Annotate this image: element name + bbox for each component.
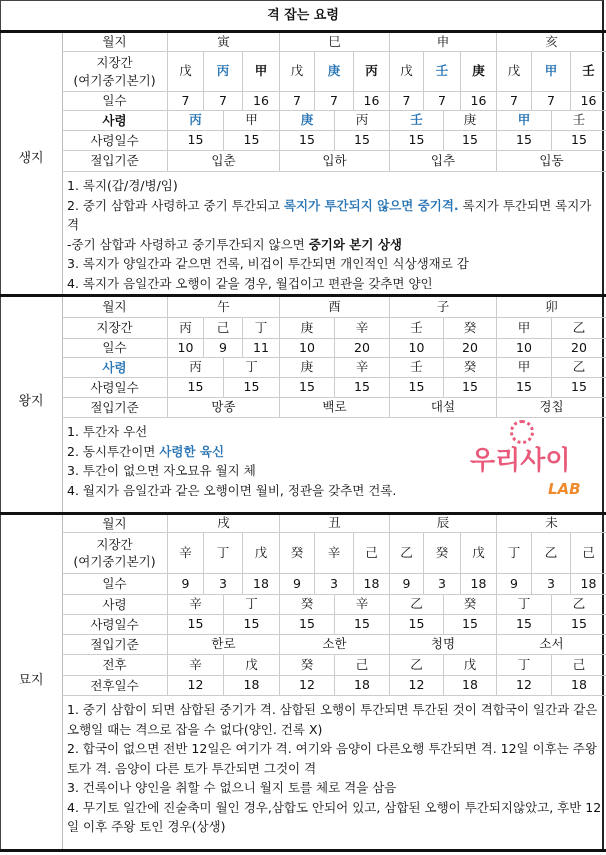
table-cell: 丙 bbox=[203, 52, 242, 91]
table-cell: 망종 bbox=[167, 398, 279, 417]
table-cell: 7 bbox=[167, 92, 203, 110]
table-cell: 15 bbox=[334, 615, 389, 634]
table-cell: 7 bbox=[314, 92, 353, 110]
table-cell: 15 bbox=[279, 131, 334, 150]
table-cell: 丁 bbox=[496, 595, 551, 614]
note-text: 2. 합국이 없으면 전반 12일은 여기가 격. 여기와 음양이 다른오행 투간되면 격. 12일 이후는 주왕 토가 격. 음양이 다른 토가 투간되면 그것이 격 bbox=[67, 741, 597, 776]
table-cell: 18 bbox=[570, 574, 606, 594]
table-cell: 20 bbox=[443, 339, 496, 357]
table-row bbox=[62, 595, 606, 615]
table-cell: 18 bbox=[334, 676, 389, 695]
row-header: 사령 bbox=[102, 359, 127, 375]
table-cell: 7 bbox=[389, 92, 423, 110]
table-row bbox=[62, 378, 606, 398]
table-cell: 입추 bbox=[389, 151, 496, 171]
notes-block bbox=[62, 418, 606, 515]
table-cell: 甲 bbox=[496, 318, 551, 338]
table-cell: 15 bbox=[389, 131, 443, 150]
section-label: 왕지 bbox=[18, 394, 44, 409]
table-cell: 己 bbox=[353, 533, 389, 573]
table-row bbox=[62, 358, 606, 378]
table-cell: 15 bbox=[551, 378, 606, 397]
table-cell: 15 bbox=[496, 131, 551, 150]
table-cell: 丁 bbox=[496, 655, 551, 675]
table-cell: 戊 bbox=[223, 655, 279, 675]
table-cell: 3 bbox=[203, 574, 242, 594]
note-text: 3. 록지가 양일간과 같으면 건록, 비겁이 투간되면 개인적인 식상생재로 감 bbox=[67, 256, 469, 271]
table-cell: 戊 bbox=[496, 52, 531, 91]
table-cell: 癸 bbox=[443, 318, 496, 338]
note-line bbox=[67, 254, 606, 274]
row-header: 사령 bbox=[102, 112, 127, 128]
table-cell: 9 bbox=[167, 574, 203, 594]
table-cell: 10 bbox=[389, 339, 443, 357]
table-cell: 巳 bbox=[279, 33, 389, 51]
note-line bbox=[67, 778, 606, 798]
table-cell: 15 bbox=[389, 378, 443, 397]
table-cell: 12 bbox=[279, 676, 334, 695]
table-row bbox=[62, 33, 606, 52]
table-cell: 한로 bbox=[167, 635, 279, 654]
table-cell: 辛 bbox=[334, 595, 389, 614]
row-header: 일수 bbox=[102, 93, 127, 109]
table-cell: 15 bbox=[389, 615, 443, 634]
table-cell: 15 bbox=[223, 131, 279, 150]
table-row bbox=[62, 533, 606, 574]
note-text: 사령한 육신 bbox=[159, 443, 225, 459]
note-line bbox=[67, 700, 606, 739]
table-cell: 丙 bbox=[167, 358, 223, 377]
row-header: 지장간 (여기중기본기) bbox=[73, 55, 156, 88]
table-cell: 甲 bbox=[496, 358, 551, 377]
table-cell: 甲 bbox=[531, 52, 570, 91]
table-cell: 15 bbox=[551, 615, 606, 634]
table-cell: 15 bbox=[443, 615, 496, 634]
table-cell: 庚 bbox=[279, 358, 334, 377]
table-row bbox=[62, 92, 606, 111]
table-cell: 甲 bbox=[223, 111, 279, 130]
section-1 bbox=[0, 297, 606, 515]
table-cell: 16 bbox=[353, 92, 389, 110]
table-cell: 己 bbox=[203, 318, 242, 338]
table-row bbox=[62, 131, 606, 151]
table-cell: 辰 bbox=[389, 515, 496, 532]
table-cell: 寅 bbox=[167, 33, 279, 51]
table-cell: 戊 bbox=[167, 52, 203, 91]
table-cell: 戌 bbox=[167, 515, 279, 532]
row-header: 사령일수 bbox=[90, 616, 139, 632]
table-cell: 壬 bbox=[389, 111, 443, 130]
table-cell: 3 bbox=[314, 574, 353, 594]
row-header: 절입기준 bbox=[90, 399, 139, 415]
note-text: 3. 투간이 없으면 자오묘유 월지 체 bbox=[67, 463, 256, 478]
note-line bbox=[67, 196, 606, 235]
row-header: 절입기준 bbox=[90, 636, 139, 652]
table-cell: 7 bbox=[496, 92, 531, 110]
table-cell: 9 bbox=[279, 574, 314, 594]
table-cell: 15 bbox=[223, 378, 279, 397]
note-text: 록지가 투간되지 않으면 중기격. bbox=[283, 197, 459, 213]
note-text: 2. 동시투간이면 bbox=[67, 443, 160, 459]
table-cell: 癸 bbox=[443, 595, 496, 614]
table-cell: 16 bbox=[570, 92, 606, 110]
note-text: 4. 무기토 일간에 진술축미 월인 경우,삼합도 안되어 있고, 삼합된 오행이 투간되지않았고, 후반 12일 이후 주왕 토인 경우(상생) bbox=[67, 799, 602, 834]
table-cell: 18 bbox=[353, 574, 389, 594]
table-cell: 壬 bbox=[570, 52, 606, 91]
table-cell: 甲 bbox=[242, 52, 279, 91]
table-cell: 16 bbox=[460, 92, 496, 110]
table-cell: 15 bbox=[496, 378, 551, 397]
table-cell: 7 bbox=[279, 92, 314, 110]
table-cell: 乙 bbox=[551, 595, 606, 614]
table-cell: 15 bbox=[334, 378, 389, 397]
note-line bbox=[67, 274, 606, 294]
table-row bbox=[62, 615, 606, 635]
table-cell: 15 bbox=[443, 378, 496, 397]
table-cell: 15 bbox=[443, 131, 496, 150]
table-cell: 소서 bbox=[496, 635, 606, 654]
table-cell: 壬 bbox=[389, 318, 443, 338]
table-cell: 乙 bbox=[389, 655, 443, 675]
row-header: 지장간 bbox=[96, 320, 133, 336]
table-row bbox=[62, 655, 606, 676]
table-cell: 庚 bbox=[443, 111, 496, 130]
table-cell: 15 bbox=[279, 615, 334, 634]
table-cell: 16 bbox=[242, 92, 279, 110]
table-cell: 乙 bbox=[389, 533, 423, 573]
table-cell: 입하 bbox=[279, 151, 389, 171]
table-cell: 丁 bbox=[496, 533, 531, 573]
row-header: 월지 bbox=[102, 515, 127, 531]
note-line bbox=[67, 461, 606, 481]
note-text: 2. 중기 삼합과 사령하고 중기 투간되고 bbox=[67, 197, 284, 213]
watermark-lab: LAB bbox=[548, 480, 581, 498]
table-cell: 9 bbox=[389, 574, 423, 594]
table-cell: 12 bbox=[389, 676, 443, 695]
table-row bbox=[62, 515, 606, 533]
table-cell: 15 bbox=[496, 615, 551, 634]
table-cell: 丙 bbox=[334, 111, 389, 130]
table-cell: 戊 bbox=[443, 655, 496, 675]
section-label: 생지 bbox=[18, 151, 44, 166]
table-cell: 未 bbox=[496, 515, 606, 532]
table-cell: 10 bbox=[496, 339, 551, 357]
table-cell: 10 bbox=[279, 339, 334, 357]
table-row bbox=[62, 52, 606, 92]
table-cell: 辛 bbox=[167, 595, 223, 614]
section-2 bbox=[0, 515, 606, 852]
table-cell: 甲 bbox=[496, 111, 551, 130]
table-row bbox=[62, 574, 606, 595]
note-text: 1. 중기 삼합이 되면 삼합된 중기가 격. 삼합된 오행이 투간되면 투간된 것이 격합국이 일간과 같은 오행일 때는 격으로 잡을 수 없다(양인. 건록 X) bbox=[67, 702, 598, 737]
table-cell: 辛 bbox=[167, 533, 203, 573]
table-cell: 15 bbox=[334, 131, 389, 150]
table-cell: 戊 bbox=[242, 533, 279, 573]
table-cell: 7 bbox=[423, 92, 460, 110]
table-cell: 丁 bbox=[223, 595, 279, 614]
table-row bbox=[62, 151, 606, 172]
table-cell: 청명 bbox=[389, 635, 496, 654]
table-cell: 12 bbox=[496, 676, 551, 695]
note-text: -중기 삼합과 사령하고 중기투간되지 않으면 bbox=[67, 236, 309, 252]
row-header: 사령일수 bbox=[90, 379, 139, 395]
table-cell: 7 bbox=[203, 92, 242, 110]
table-cell: 子 bbox=[389, 297, 496, 317]
table-cell: 申 bbox=[389, 33, 496, 51]
table-cell: 입춘 bbox=[167, 151, 279, 171]
table-cell: 입동 bbox=[496, 151, 606, 171]
table-row bbox=[62, 676, 606, 696]
row-header: 전후일수 bbox=[90, 677, 139, 693]
table-cell: 庚 bbox=[279, 111, 334, 130]
table-cell: 乙 bbox=[389, 595, 443, 614]
table-cell: 丁 bbox=[242, 318, 279, 338]
row-header: 전후 bbox=[102, 657, 127, 673]
table-cell: 丑 bbox=[279, 515, 389, 532]
note-text: 1. 록지(갑/경/병/임) bbox=[67, 178, 178, 193]
notes-block bbox=[62, 696, 606, 852]
table-cell: 戊 bbox=[279, 52, 314, 91]
note-line bbox=[67, 481, 606, 501]
row-header: 일수 bbox=[102, 576, 127, 592]
table-row bbox=[62, 398, 606, 418]
note-line bbox=[67, 442, 606, 462]
table-cell: 癸 bbox=[443, 358, 496, 377]
table-cell: 18 bbox=[443, 676, 496, 695]
table-cell: 15 bbox=[279, 378, 334, 397]
table-cell: 20 bbox=[551, 339, 606, 357]
table-cell: 18 bbox=[242, 574, 279, 594]
table-cell: 9 bbox=[496, 574, 531, 594]
table-cell: 戊 bbox=[389, 52, 423, 91]
table-cell: 己 bbox=[334, 655, 389, 675]
table-cell: 壬 bbox=[389, 358, 443, 377]
table-row bbox=[62, 635, 606, 655]
table-cell: 20 bbox=[334, 339, 389, 357]
table-cell: 壬 bbox=[423, 52, 460, 91]
table-row bbox=[62, 111, 606, 131]
watermark-text: 우리사이 bbox=[470, 446, 571, 476]
table-cell: 11 bbox=[242, 339, 279, 357]
note-line bbox=[67, 235, 606, 255]
note-text: 1. 투간자 우선 bbox=[67, 424, 148, 439]
table-row bbox=[62, 318, 606, 339]
note-text: 3. 건록이나 양인을 취할 수 없으니 월지 토를 체로 격을 삼음 bbox=[67, 780, 397, 795]
table-cell: 乙 bbox=[551, 358, 606, 377]
section-label: 묘지 bbox=[18, 673, 44, 688]
table-cell: 9 bbox=[203, 339, 242, 357]
table-cell: 경칩 bbox=[496, 398, 606, 417]
table-cell: 辛 bbox=[314, 533, 353, 573]
note-line bbox=[67, 798, 606, 837]
table-cell: 10 bbox=[167, 339, 203, 357]
table-cell: 癸 bbox=[423, 533, 460, 573]
table-cell: 乙 bbox=[531, 533, 570, 573]
table-cell: 12 bbox=[167, 676, 223, 695]
table-cell: 3 bbox=[423, 574, 460, 594]
table-cell: 卯 bbox=[496, 297, 606, 317]
table-cell: 3 bbox=[531, 574, 570, 594]
note-text: 록지가 투간되면 록지가 격 bbox=[67, 197, 592, 232]
section-0 bbox=[0, 33, 606, 297]
table-cell: 18 bbox=[460, 574, 496, 594]
table-cell: 壬 bbox=[551, 111, 606, 130]
table-cell: 乙 bbox=[551, 318, 606, 338]
note-line bbox=[67, 176, 606, 196]
table-cell: 癸 bbox=[279, 595, 334, 614]
table-row bbox=[62, 339, 606, 358]
table-cell: 癸 bbox=[279, 533, 314, 573]
table-cell: 戊 bbox=[460, 533, 496, 573]
table-row bbox=[62, 297, 606, 318]
table-cell: 辛 bbox=[334, 358, 389, 377]
table-cell: 酉 bbox=[279, 297, 389, 317]
table-cell: 15 bbox=[223, 615, 279, 634]
table-cell: 丙 bbox=[353, 52, 389, 91]
table-cell: 庚 bbox=[460, 52, 496, 91]
note-line bbox=[67, 422, 606, 442]
note-text: 4. 록지가 음일간과 오행이 같을 경우, 월겁이고 편관을 갖추면 양인 bbox=[67, 275, 433, 291]
table-cell: 辛 bbox=[167, 655, 223, 675]
table-cell: 15 bbox=[167, 131, 223, 150]
table-cell: 丁 bbox=[223, 358, 279, 377]
row-header: 사령 bbox=[102, 596, 127, 612]
table-cell: 7 bbox=[531, 92, 570, 110]
table-cell: 亥 bbox=[496, 33, 606, 51]
row-header: 일수 bbox=[102, 340, 127, 356]
row-header: 지장간 (여기중기본기) bbox=[73, 536, 156, 569]
table-cell: 癸 bbox=[279, 655, 334, 675]
note-text: 4. 월지가 음일간과 같은 오행이면 월비, 정관을 갖추면 건록. bbox=[67, 482, 397, 498]
table-cell: 소한 bbox=[279, 635, 389, 654]
row-header: 사령일수 bbox=[90, 132, 139, 148]
notes-block bbox=[62, 172, 606, 297]
note-line bbox=[67, 739, 606, 778]
note-text: 중기와 본기 상생 bbox=[308, 236, 402, 252]
row-header: 월지 bbox=[102, 299, 127, 315]
table-cell: 己 bbox=[551, 655, 606, 675]
table-cell: 午 bbox=[167, 297, 279, 317]
page-title: 격 잡는 요령 bbox=[0, 0, 606, 33]
table-cell: 18 bbox=[223, 676, 279, 695]
table-cell: 丁 bbox=[203, 533, 242, 573]
table-cell: 庚 bbox=[279, 318, 334, 338]
table-cell: 15 bbox=[167, 615, 223, 634]
table-cell: 백로 bbox=[279, 398, 389, 417]
table-cell: 庚 bbox=[314, 52, 353, 91]
table-cell: 대설 bbox=[389, 398, 496, 417]
table-cell: 辛 bbox=[334, 318, 389, 338]
row-header: 월지 bbox=[102, 34, 127, 50]
table-cell: 15 bbox=[167, 378, 223, 397]
table-cell: 18 bbox=[551, 676, 606, 695]
table-cell: 己 bbox=[570, 533, 606, 573]
table-cell: 15 bbox=[551, 131, 606, 150]
table-cell: 丙 bbox=[167, 318, 203, 338]
row-header: 절입기준 bbox=[90, 153, 139, 169]
table-cell: 丙 bbox=[167, 111, 223, 130]
